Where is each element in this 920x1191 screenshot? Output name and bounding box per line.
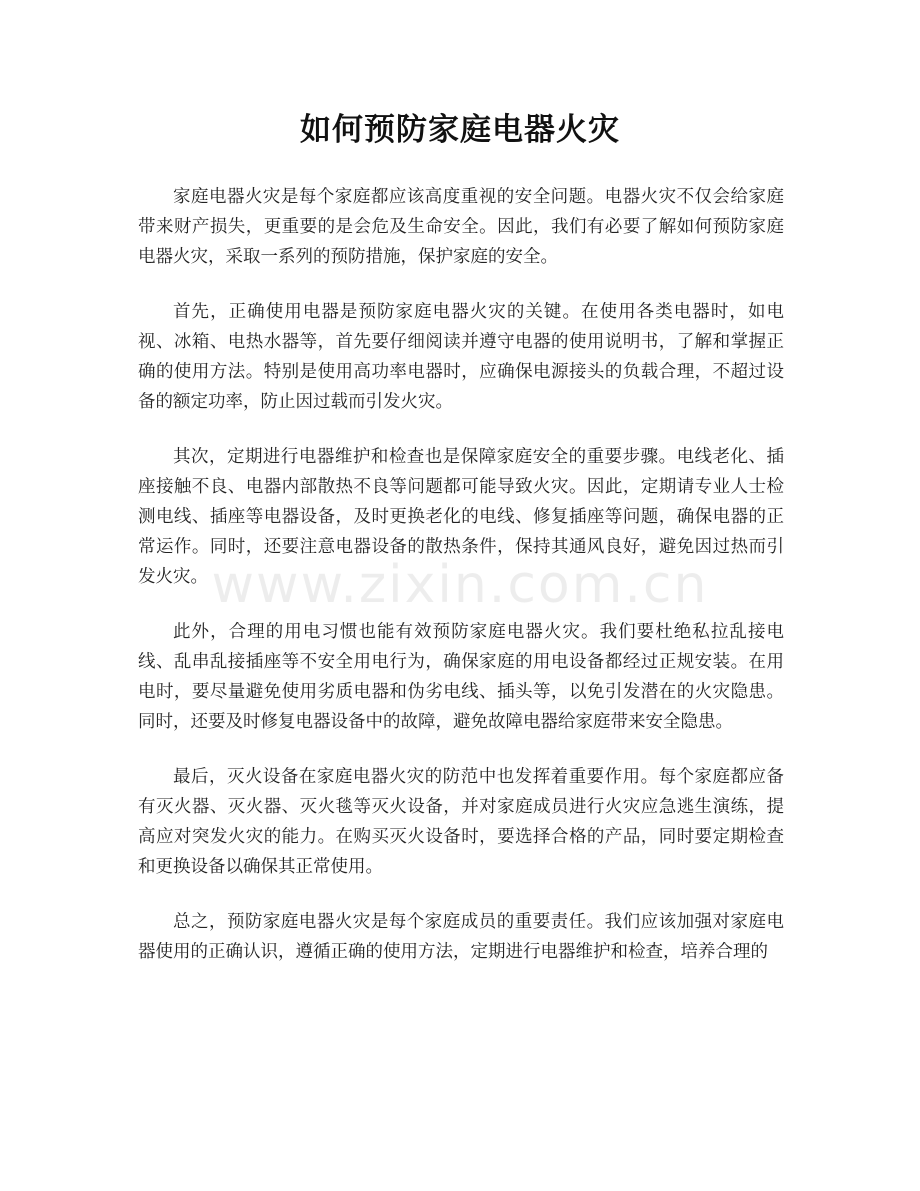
paragraph-second: 其次，定期进行电器维护和检查也是保障家庭安全的重要步骤。电线老化、插座接触不良、电器内部散热不良等问题都可能导致火灾。因此，定期请专业人士检测电线、插座等电器设备，及时更换老化的电线、修复插座等问题，确保电器的正常运作。同时，还要注意电器设备的散热条件，保持其通风良好，避免因过热而引发火灾。 — [138, 447, 784, 587]
paragraph-conclusion: 总之，预防家庭电器火灾是每个家庭成员的重要责任。我们应该加强对家庭电器使用的正确认识，遵循正确的使用方法，定期进行电器维护和检查，培养合理的 — [138, 912, 784, 962]
paragraph-third: 此外，合理的用电习惯也能有效预防家庭电器火灾。我们要杜绝私拉乱接电线、乱串乱接插座等不安全用电行为，确保家庭的用电设备都经过正规安装。在用电时，要尽量避免使用劣质电器和伪劣电线、插头等，以免引发潜在的火灾隐患。同时，还要及时修复电器设备中的故障，避免故障电器给家庭带来安全隐患。 — [138, 622, 784, 732]
document-body — [138, 182, 784, 992]
paragraph-first: 首先，正确使用电器是预防家庭电器火灾的关键。在使用各类电器时，如电视、冰箱、电热水器等，首先要仔细阅读并遵守电器的使用说明书，了解和掌握正确的使用方法。特别是使用高功率电器时，应确保电源接头的负载合理，不超过设备的额定功率，防止因过载而引发火灾。 — [138, 302, 784, 412]
watermark: www.zixin.com.cn — [211, 555, 709, 615]
paragraph-fourth: 最后，灭火设备在家庭电器火灾的防范中也发挥着重要作用。每个家庭都应备有灭火器、灭火器、灭火毯等灭火设备，并对家庭成员进行火灾应急逃生演练，提高应对突发火灾的能力。在购买灭火设备时，要选择合格的产品，同时要定期检查和更换设备以确保其正常使用。 — [138, 767, 784, 877]
paragraph-intro: 家庭电器火灾是每个家庭都应该高度重视的安全问题。电器火灾不仅会给家庭带来财产损失，更重要的是会危及生命安全。因此，我们有必要了解如何预防家庭电器火灾，采取一系列的预防措施，保护家庭的安全。 — [138, 187, 784, 267]
document-title: 如何预防家庭电器火灾 — [300, 112, 620, 148]
